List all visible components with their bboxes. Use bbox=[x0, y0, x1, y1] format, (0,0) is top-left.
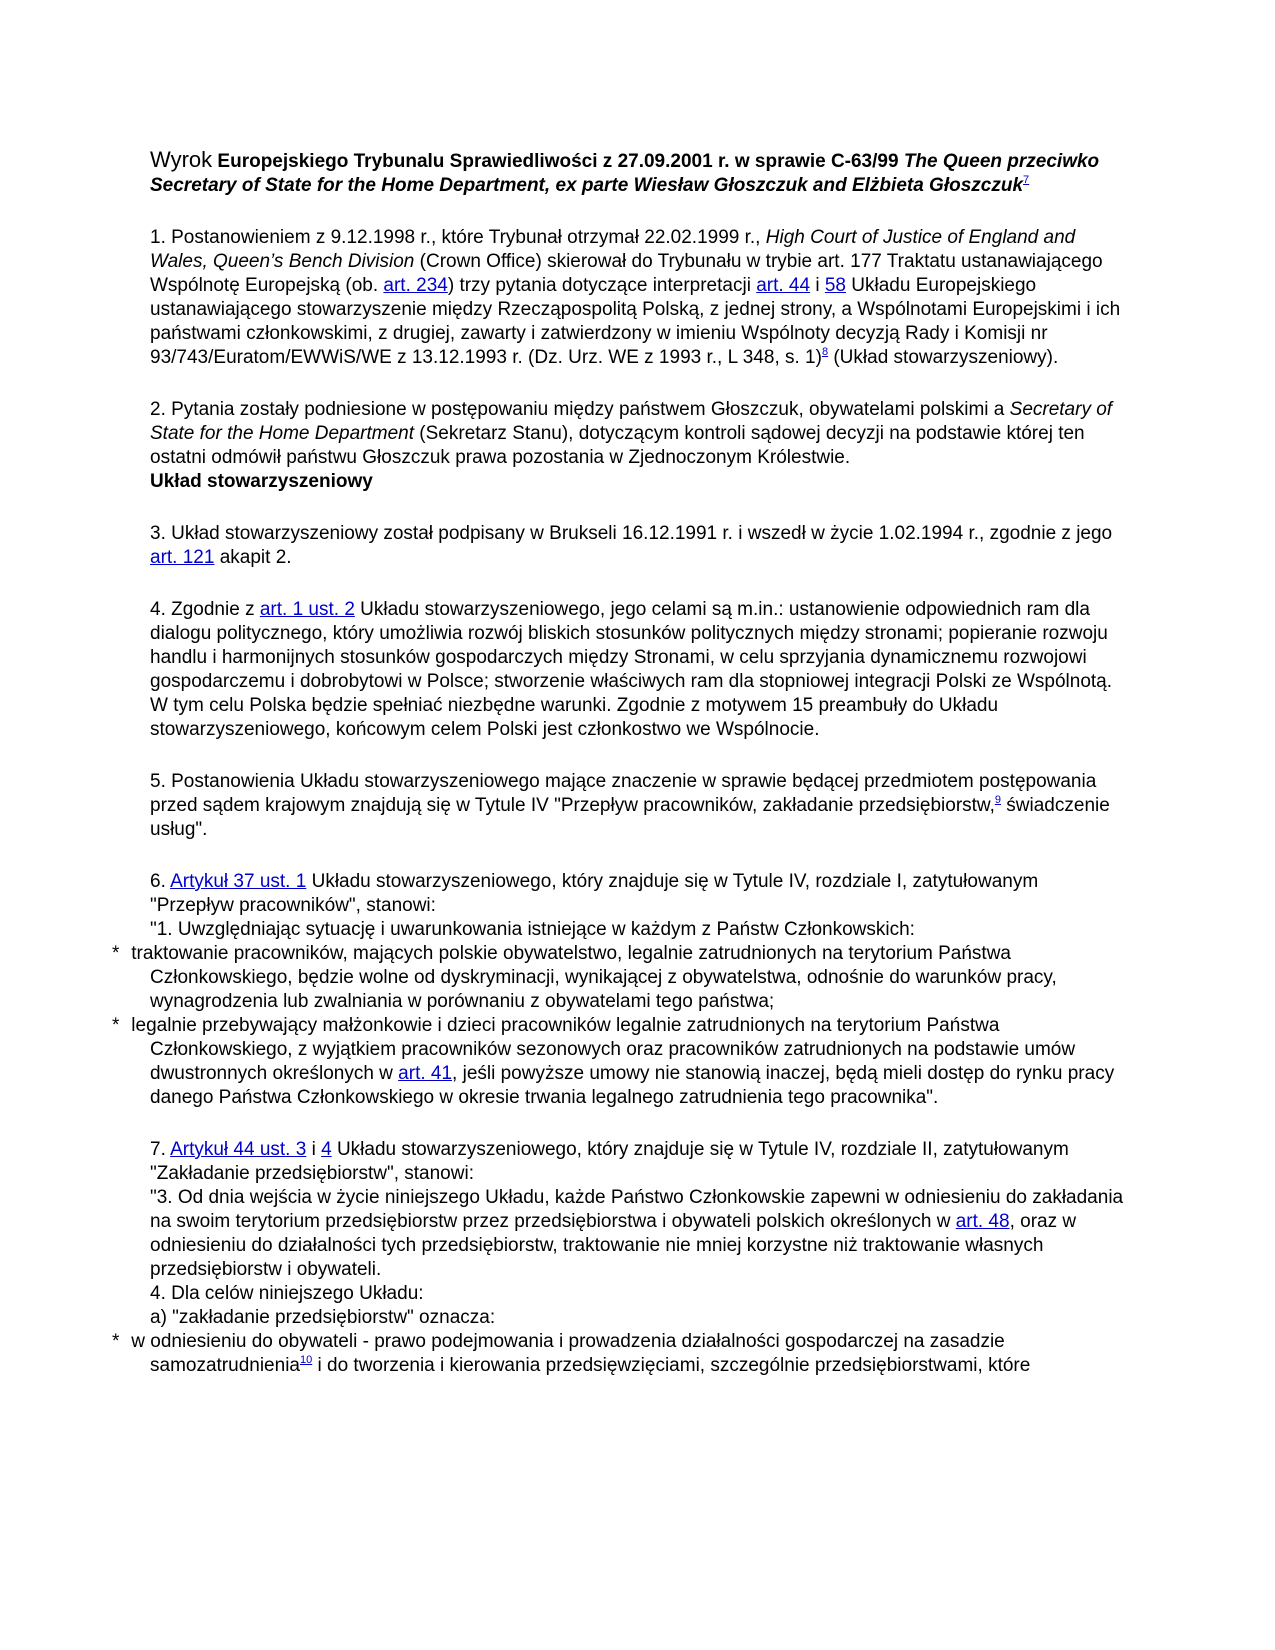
link-art-37-ust-1[interactable]: Artykuł 37 ust. 1 bbox=[170, 871, 307, 892]
link-art-41[interactable]: art. 41 bbox=[398, 1063, 453, 1084]
p3-text: akapit 2. bbox=[214, 547, 292, 568]
p1-text: i bbox=[810, 275, 825, 296]
p2-text: 2. Pytania zostały podniesione w postępowaniu między państwem Głoszczuk, obywatelami polskimi a bbox=[150, 399, 1010, 420]
footnote-link-9[interactable]: 9 bbox=[994, 794, 1002, 806]
paragraph-3 bbox=[150, 522, 1126, 570]
p5-text: 5. Postanowienia Układu stowarzyszeniowego mające znaczenie w sprawie będącej przedmiotem postępowania przed sądem krajowym znajdują się w Tytule IV "Przepływ pracowników, zakładanie przedsiębiorstw, bbox=[150, 771, 1097, 816]
p7-text: 7. bbox=[150, 1139, 171, 1160]
p6-text: Układu stowarzyszeniowego, który znajduje się w Tytule IV, rozdziale I, zatytułowanym "Przepływ pracowników", stanowi: bbox=[150, 871, 1039, 916]
p3-text: 3. Układ stowarzyszeniowy został podpisany w Brukseli 16.12.1991 r. i wszedł w życie 1.02.1994 r., zgodnie z jego bbox=[150, 523, 1113, 544]
footnote-link-7[interactable]: 7 bbox=[1023, 174, 1030, 186]
paragraph-4 bbox=[150, 598, 1126, 742]
p2-text: (Sekretarz Stanu), dotyczącym kontroli sądowej decyzji na podstawie której ten ostatni odmówił państwu Głoszczuk prawa pozostania w Zjednoczonym Królestwie. bbox=[150, 423, 1085, 468]
title-italic: The Queen przeciwko Secretary of State for the Home Department, ex parte Wiesław Głoszczuk and Elżbieta Głoszczuk bbox=[150, 151, 1100, 196]
p1-text: (Crown Office) skierował do Trybunału w trybie art. 177 Traktatu ustanawiającego Wspólnotę Europejską (ob. bbox=[150, 251, 1103, 296]
p7-text: i bbox=[306, 1139, 322, 1160]
link-art-48[interactable]: art. 48 bbox=[955, 1211, 1010, 1232]
p5-text: świadczenie usług". bbox=[150, 795, 1110, 840]
bullet-marker: * bbox=[112, 1331, 120, 1352]
p6-text: 6. bbox=[150, 871, 171, 892]
p1-text: (Układ stowarzyszeniowy). bbox=[828, 347, 1059, 368]
document-title bbox=[150, 148, 1126, 198]
list-item-text: , jeśli powyższe umowy nie stanowią inaczej, będą mieli dostęp do rynku pracy danego Państwa Członkowskiego w okresie trwania legalnego zatrudnienia tego pracownika". bbox=[150, 1063, 1115, 1108]
link-art-234[interactable]: art. 234 bbox=[383, 275, 448, 296]
link-art-44[interactable]: art. 44 bbox=[756, 275, 811, 296]
p4-text: 4. Zgodnie z bbox=[150, 599, 260, 620]
paragraph-5 bbox=[150, 770, 1126, 842]
p7-text: Układu stowarzyszeniowego, który znajduje się w Tytule IV, rozdziale II, zatytułowanym "Zakładanie przedsiębiorstw", stanowi: bbox=[150, 1139, 1069, 1184]
p1-court-name: High Court of Justice of England and Wales, Queen’s Bench Division bbox=[150, 227, 1076, 272]
p2-party-name: Secretary of State for the Home Department bbox=[150, 399, 1113, 444]
link-art-1-ust-2[interactable]: art. 1 ust. 2 bbox=[259, 599, 355, 620]
list-item-text: legalnie przebywający małżonkowie i dzieci pracowników legalnie zatrudnionych na terytorium Państwa Członkowskiego, z wyjątkiem pracowników sezonowych oraz pracowników zatrudnionych na podstawie umów dwustronnych określonych w bbox=[131, 1015, 1076, 1084]
p7-quote-text: , oraz w odniesieniu do działalności tych przedsiębiorstw, traktowanie nie mniej korzystne niż traktowanie własnych przedsiębiorstw i obywateli. bbox=[150, 1211, 1077, 1280]
list-item-text: traktowanie pracowników, mających polskie obywatelstwo, legalnie zatrudnionych na terytorium Państwa Członkowskiego, będzie wolne od dyskryminacji, wynikającej z obywatelstwa, odnośnie do warunków pracy, wynagrodzenia lub zwalniania w porównaniu z obywatelami tego państwa; bbox=[131, 943, 1057, 1012]
paragraph-7 bbox=[112, 1138, 1126, 1378]
p7-quote-line: 4. Dla celów niniejszego Układu: bbox=[150, 1283, 424, 1304]
list-item-text: i do tworzenia i kierowania przedsięwzięciami, szczególnie przedsiębiorstwami, które bbox=[312, 1355, 1031, 1376]
document-page bbox=[112, 147, 1126, 1406]
bullet-marker: * bbox=[112, 943, 120, 964]
paragraph-6 bbox=[112, 870, 1126, 1110]
p7-quote-line bbox=[150, 1186, 1126, 1282]
p4-text: Układu stowarzyszeniowego, jego celami są m.in.: ustanowienie odpowiednich ram dla dialogu politycznego, który umożliwia rozwój bliskich stosunków politycznych między stronami; popieranie rozwoju handlu i harmonijnych stosunków gospodarczych między Stronami, w celu sprzyjania dynamicznemu rozwojowi gospodarczemu i dobrobytowi w Polsce; stworzenie właściwych ram dla stopniowej integracji Polski ze Wspólnotą. W tym celu Polska będzie spełniać niezbędne warunki. Zgodnie z motywem 15 preambuły do Układu stowarzyszeniowego, końcowym celem Polski jest członkostwo we Wspólnocie. bbox=[150, 599, 1113, 740]
p7-quote-line: a) "zakładanie przedsiębiorstw" oznacza: bbox=[150, 1307, 496, 1328]
list-item bbox=[112, 942, 1126, 1014]
paragraph-1 bbox=[150, 226, 1126, 370]
p6-quote-line: "1. Uwzględniając sytuację i uwarunkowania istniejące w każdym z Państw Członkowskich: bbox=[150, 919, 915, 940]
link-art-58[interactable]: 58 bbox=[824, 275, 846, 296]
title-lead: Wyrok bbox=[150, 147, 213, 172]
list-item-text: w odniesieniu do obywateli - prawo podejmowania i prowadzenia działalności gospodarczej na zasadzie samozatrudnienia bbox=[131, 1331, 1005, 1376]
p7-quote-text: "3. Od dnia wejścia w życie niniejszego Układu, każde Państwo Członkowskie zapewni w odniesieniu do zakładania na swoim terytorium przedsiębiorstw przez przedsiębiorstwa i obywateli polskich określonych w bbox=[150, 1187, 1124, 1232]
title-bold: Europejskiego Trybunalu Sprawiedliwości z 27.09.2001 r. w sprawie C-63/99 bbox=[212, 151, 904, 172]
link-art-44-ust-4[interactable]: 4 bbox=[321, 1139, 332, 1160]
p1-text: Układu Europejskiego ustanawiającego stowarzyszenie między Rzecząpospolitą Polską, z jednej strony, a Wspólnotami Europejskimi i ich państwami członkowskimi, z drugiej, zawarty i zatwierdzony w imieniu Wspólnoty decyzją Rady i Komisji nr 93/743/Euratom/EWWiS/WE z 13.12.1993 r. (Dz. Urz. WE z 1993 r., L 348, s. 1) bbox=[150, 275, 1121, 368]
paragraph-2 bbox=[150, 398, 1126, 494]
link-art-44-ust-3[interactable]: Artykuł 44 ust. 3 bbox=[170, 1139, 307, 1160]
footnote-link-10[interactable]: 10 bbox=[299, 1354, 313, 1366]
footnote-link-8[interactable]: 8 bbox=[821, 346, 829, 358]
list-item bbox=[112, 1330, 1126, 1378]
p1-text: 1. Postanowieniem z 9.12.1998 r., które Trybunał otrzymał 22.02.1999 r., bbox=[150, 227, 766, 248]
list-item bbox=[112, 1014, 1126, 1110]
link-art-121[interactable]: art. 121 bbox=[150, 547, 215, 568]
p1-text: ) trzy pytania dotyczące interpretacji bbox=[447, 275, 757, 296]
section-heading: Układ stowarzyszeniowy bbox=[150, 471, 373, 492]
bullet-marker: * bbox=[112, 1015, 120, 1036]
